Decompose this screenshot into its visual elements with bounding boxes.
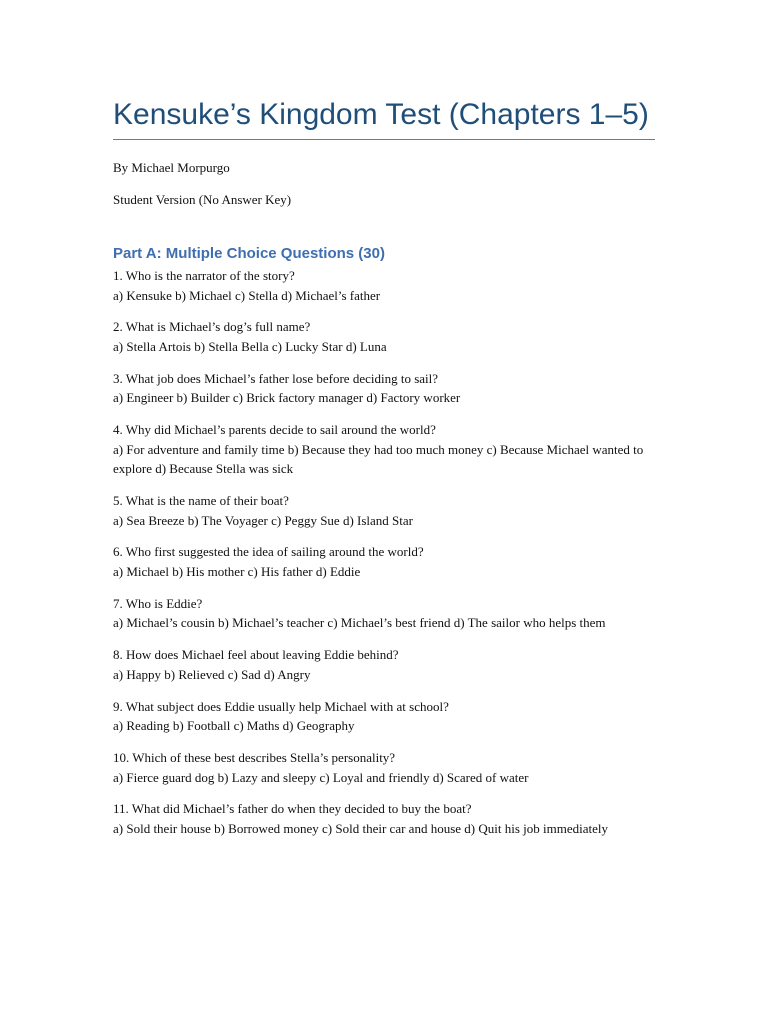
question-text: 2. What is Michael’s dog’s full name? [113,319,311,335]
question-text: 7. Who is Eddie? [113,595,203,611]
question-options: a) Sea Breeze b) The Voyager c) Peggy Sue d) Island Star [113,512,413,528]
question-options: a) For adventure and family time b) Because they had too much money c) Because Michael wanted to explore d) Because Stella was sick [113,441,644,477]
question-item [113,491,658,530]
title-underline-divider [113,139,655,140]
question-options: a) Happy b) Relieved c) Sad d) Angry [113,666,311,682]
question-text: 11. What did Michael’s father do when they decided to buy the boat? [113,801,472,817]
question-item [113,594,658,633]
question-text: 10. Which of these best describes Stella’s personality? [113,749,396,765]
question-text: 9. What subject does Eddie usually help Michael with at school? [113,698,449,714]
question-text: 6. Who first suggested the idea of sailing around the world? [113,544,424,560]
question-item [113,748,658,787]
question-item [113,317,658,356]
question-options: a) Reading b) Football c) Maths d) Geography [113,718,355,734]
question-item [113,266,658,305]
question-text: 1. Who is the narrator of the story? [113,268,295,283]
question-options: a) Michael b) His mother c) His father d) Eddie [113,564,361,580]
question-item [113,645,658,684]
question-item [113,420,658,479]
question-text: 8. How does Michael feel about leaving Eddie behind? [113,647,399,663]
question-options: a) Stella Artois b) Stella Bella c) Lucky Star d) Luna [113,338,387,354]
question-list [113,266,658,851]
question-options: a) Kensuke b) Michael c) Stella d) Michael’s father [113,287,381,303]
question-item [113,799,658,838]
author-line: By Michael Morpurgo [113,160,230,175]
question-item [113,542,658,581]
question-options: a) Fierce guard dog b) Lazy and sleepy c) Loyal and friendly d) Scared of water [113,769,529,785]
question-item [113,697,658,736]
version-line: Student Version (No Answer Key) [113,192,292,207]
section-heading: Part A: Multiple Choice Questions (30) [113,245,385,262]
document-title: Kensuke’s Kingdom Test (Chapters 1–5) [113,98,649,131]
question-options: a) Michael’s cousin b) Michael’s teacher c) Michael’s best friend d) The sailor who helps them [113,615,606,631]
question-item [113,369,658,408]
question-text: 3. What job does Michael’s father lose before deciding to sail? [113,370,439,386]
question-options: a) Engineer b) Builder c) Brick factory manager d) Factory worker [113,390,461,406]
question-options: a) Sold their house b) Borrowed money c) Sold their car and house d) Quit his job immediately [113,820,608,836]
question-text: 5. What is the name of their boat? [113,493,289,509]
question-text: 4. Why did Michael’s parents decide to sail around the world? [113,422,436,438]
